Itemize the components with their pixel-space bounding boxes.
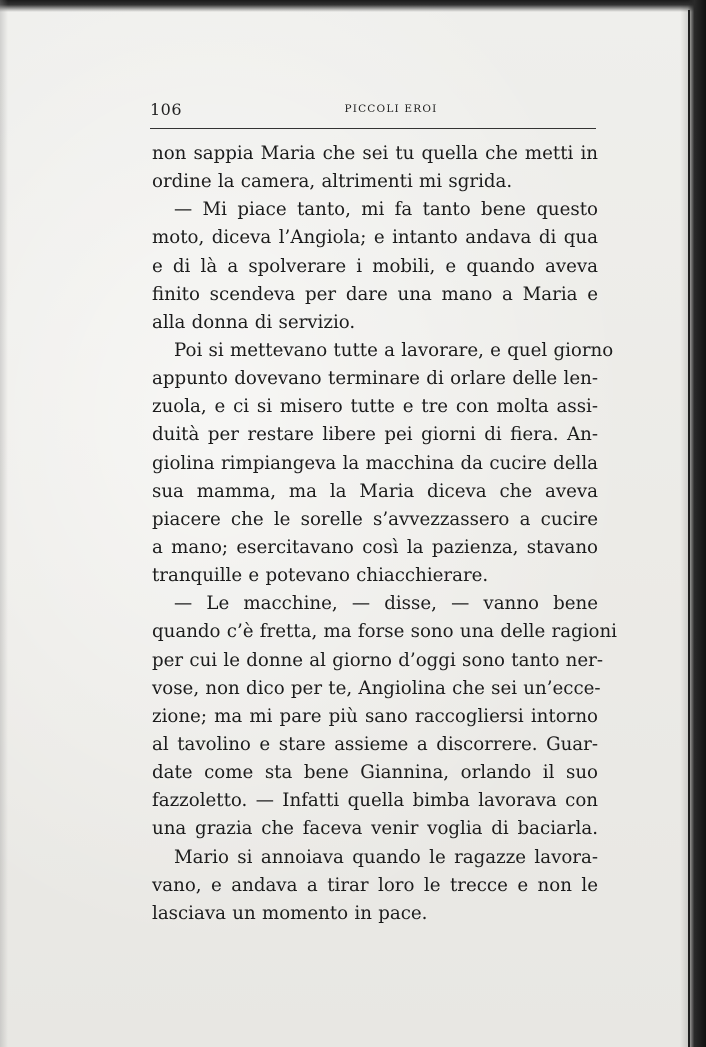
header-rule [150,128,596,129]
page-left-shadow [0,0,8,1047]
text-line: Mario si annoiava quando le ragazze lavora- [174,846,598,868]
text-line: — Mi piace tanto, mi fa tanto bene questo [174,199,598,221]
text-line: fazzoletto. — Infatti quella bimba lavorava con [152,790,598,812]
text-line: vose, non dico per te, Angiolina che sei un’ecce- [152,677,601,699]
text-line: e di là a spolverare i mobili, e quando aveva [152,255,598,277]
text-line: al tavolino e stare assieme a discorrere. Guar- [152,733,598,755]
binding-line [688,10,690,1047]
text-line: vano, e andava a tirar loro le trecce e non le [152,874,598,896]
text-line: a mano; esercitavano così la pazienza, stavano [152,536,598,558]
book-binding-edge [680,0,706,1047]
running-title: PICCOLI EROI [344,103,438,115]
text-line: zione; ma mi pare più sano raccogliersi intorno [152,705,598,727]
text-line: date come sta bene Giannina, orlando il suo [152,762,598,784]
text-line: non sappia Maria che sei tu quella che metti in [152,143,598,164]
text-line: duità per restare libere pei giorni di fiera. An- [152,424,598,446]
text-line: Poi si mettevano tutte a lavorare, e quel giorno [174,339,614,361]
text-line: quando c’è fretta, ma forse sono una delle ragioni [152,621,617,643]
text-line: tranquille e potevano chiacchierare. [152,565,489,587]
text-line: lasciava un momento in pace. [152,902,428,924]
text-line: appunto dovevano terminare di orlare delle len- [152,368,598,390]
text-line: moto, diceva l’Angiola; e intanto andava di qua [152,227,598,249]
text-line: sua mamma, ma la Maria diceva che aveva [152,480,598,502]
text-line: finito scendeva per dare una mano a Maria e [152,283,598,305]
text-line: per cui le donne al giorno d’oggi sono tanto ner- [152,649,603,671]
body-text [152,140,617,928]
text-line: piacere che le sorelle s’avvezzassero a cucire [152,508,598,530]
text-line: alla donna di servizio. [152,311,356,333]
text-line: — Le macchine, — disse, — vanno bene [174,593,598,615]
text-line: giolina rimpiangeva la macchina da cucire della [152,452,598,474]
page-top-edge [0,0,706,12]
text-line: una grazia che faceva venir voglia di baciarla. [152,818,598,840]
text-line: zuola, e ci si misero tutte e tre con molta assi- [152,396,598,418]
text-line: ordine la camera, altrimenti mi sgrida. [152,171,513,193]
page-header [150,100,596,124]
page-number: 106 [150,100,183,119]
